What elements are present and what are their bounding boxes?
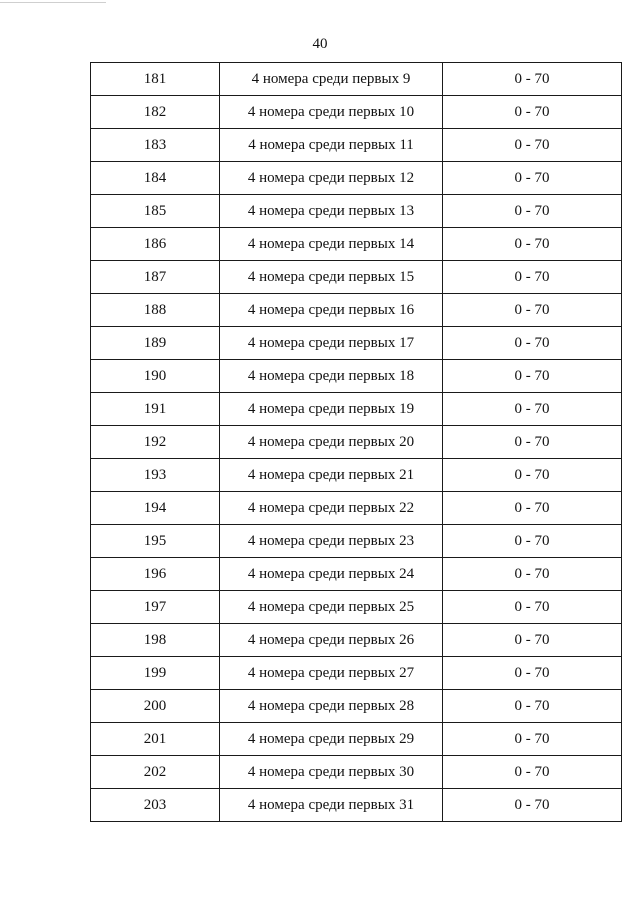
table-row (91, 591, 622, 624)
table-row (91, 162, 622, 195)
row-number-cell: 187 (91, 261, 220, 294)
row-number-cell: 202 (91, 756, 220, 789)
row-range-cell: 0 - 70 (443, 624, 622, 657)
row-number-cell: 194 (91, 492, 220, 525)
table-row (91, 657, 622, 690)
scan-artifact-top (0, 2, 106, 3)
row-description-cell: 4 номера среди первых 21 (220, 459, 443, 492)
row-description-cell: 4 номера среди первых 23 (220, 525, 443, 558)
table-row (91, 294, 622, 327)
row-range-cell: 0 - 70 (443, 360, 622, 393)
row-range-cell: 0 - 70 (443, 195, 622, 228)
row-description-cell: 4 номера среди первых 22 (220, 492, 443, 525)
row-range-cell: 0 - 70 (443, 525, 622, 558)
row-range-cell: 0 - 70 (443, 657, 622, 690)
row-number-cell: 186 (91, 228, 220, 261)
row-number-cell: 199 (91, 657, 220, 690)
row-description-cell: 4 номера среди первых 25 (220, 591, 443, 624)
table-row (91, 96, 622, 129)
page-number: 40 (312, 36, 328, 52)
row-number-cell: 196 (91, 558, 220, 591)
row-range-cell: 0 - 70 (443, 690, 622, 723)
row-number-cell: 184 (91, 162, 220, 195)
table-row (91, 492, 622, 525)
row-range-cell: 0 - 70 (443, 756, 622, 789)
table-row (91, 690, 622, 723)
row-description-cell: 4 номера среди первых 15 (220, 261, 443, 294)
row-description-cell: 4 номера среди первых 14 (220, 228, 443, 261)
row-number-cell: 201 (91, 723, 220, 756)
table-row (91, 129, 622, 162)
row-range-cell: 0 - 70 (443, 294, 622, 327)
row-number-cell: 183 (91, 129, 220, 162)
row-description-cell: 4 номера среди первых 12 (220, 162, 443, 195)
row-range-cell: 0 - 70 (443, 426, 622, 459)
row-range-cell: 0 - 70 (443, 558, 622, 591)
row-description-cell: 4 номера среди первых 10 (220, 96, 443, 129)
table-row (91, 558, 622, 591)
data-table (90, 62, 622, 822)
row-description-cell: 4 номера среди первых 28 (220, 690, 443, 723)
row-range-cell: 0 - 70 (443, 63, 622, 96)
row-description-cell: 4 номера среди первых 20 (220, 426, 443, 459)
row-range-cell: 0 - 70 (443, 591, 622, 624)
row-number-cell: 192 (91, 426, 220, 459)
row-description-cell: 4 номера среди первых 31 (220, 789, 443, 822)
row-description-cell: 4 номера среди первых 29 (220, 723, 443, 756)
row-range-cell: 0 - 70 (443, 723, 622, 756)
row-number-cell: 193 (91, 459, 220, 492)
row-number-cell: 185 (91, 195, 220, 228)
row-range-cell: 0 - 70 (443, 129, 622, 162)
table-row (91, 228, 622, 261)
row-range-cell: 0 - 70 (443, 459, 622, 492)
row-number-cell: 189 (91, 327, 220, 360)
row-description-cell: 4 номера среди первых 24 (220, 558, 443, 591)
row-number-cell: 198 (91, 624, 220, 657)
row-description-cell: 4 номера среди первых 17 (220, 327, 443, 360)
row-range-cell: 0 - 70 (443, 393, 622, 426)
table-row (91, 756, 622, 789)
row-range-cell: 0 - 70 (443, 96, 622, 129)
table-row (91, 624, 622, 657)
row-range-cell: 0 - 70 (443, 228, 622, 261)
table-row (91, 327, 622, 360)
row-description-cell: 4 номера среди первых 26 (220, 624, 443, 657)
table-row (91, 195, 622, 228)
table-row (91, 360, 622, 393)
table-body (91, 63, 622, 822)
table-row (91, 261, 622, 294)
table-row (91, 789, 622, 822)
table-row (91, 459, 622, 492)
row-number-cell: 181 (91, 63, 220, 96)
row-description-cell: 4 номера среди первых 27 (220, 657, 443, 690)
table-row (91, 63, 622, 96)
row-description-cell: 4 номера среди первых 30 (220, 756, 443, 789)
row-number-cell: 195 (91, 525, 220, 558)
row-description-cell: 4 номера среди первых 18 (220, 360, 443, 393)
row-number-cell: 200 (91, 690, 220, 723)
row-number-cell: 188 (91, 294, 220, 327)
row-number-cell: 191 (91, 393, 220, 426)
row-number-cell: 182 (91, 96, 220, 129)
row-number-cell: 197 (91, 591, 220, 624)
table-row (91, 393, 622, 426)
row-description-cell: 4 номера среди первых 16 (220, 294, 443, 327)
row-number-cell: 203 (91, 789, 220, 822)
row-range-cell: 0 - 70 (443, 492, 622, 525)
row-description-cell: 4 номера среди первых 11 (220, 129, 443, 162)
row-range-cell: 0 - 70 (443, 327, 622, 360)
table-row (91, 723, 622, 756)
table-row (91, 426, 622, 459)
row-range-cell: 0 - 70 (443, 162, 622, 195)
row-range-cell: 0 - 70 (443, 261, 622, 294)
row-range-cell: 0 - 70 (443, 789, 622, 822)
table-row (91, 525, 622, 558)
row-description-cell: 4 номера среди первых 19 (220, 393, 443, 426)
row-description-cell: 4 номера среди первых 13 (220, 195, 443, 228)
row-number-cell: 190 (91, 360, 220, 393)
row-description-cell: 4 номера среди первых 9 (220, 63, 443, 96)
